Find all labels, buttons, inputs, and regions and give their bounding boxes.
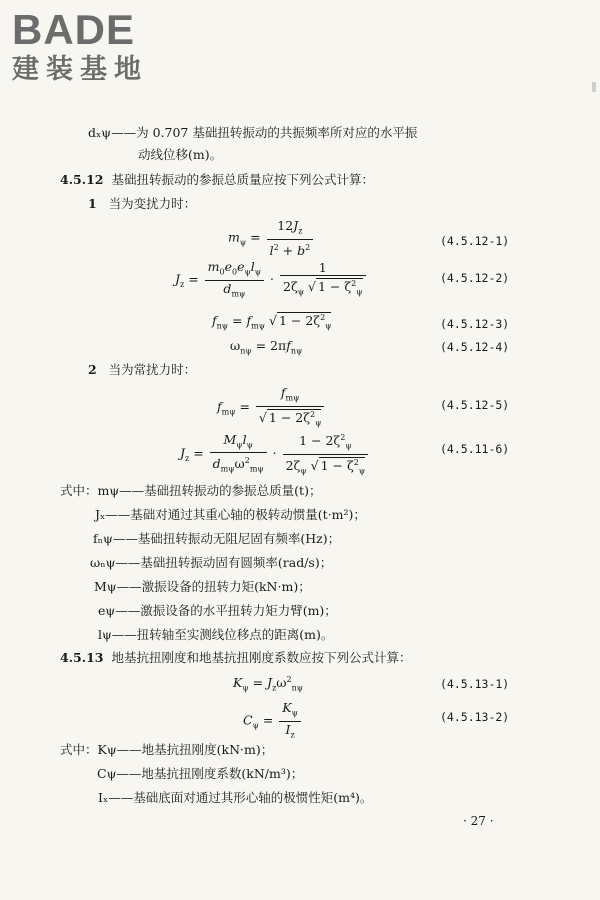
eq-number: (4.5.13-2) [440,710,510,724]
logo-text-cn: 建装基地 [12,54,148,85]
item-1 [88,196,196,212]
eq-number: (4.5.12-5) [440,398,510,412]
definition-line: ωₙψ——基础扭转振动固有圆频率(rad/s)； [90,555,333,570]
section-4-5-12-heading [60,172,374,188]
equation-4-5-12-4: $\omega_{n\psi} = 2\pi f_{n\psi}$ [230,338,303,356]
intro-line-1: dₓψ——为 0.707 基础扭转振动的共振频率所对应的水平振 [88,125,418,140]
definition-line: eψ——激振设备的水平扭转力矩力臂(m)； [98,603,337,618]
definition-line: Cψ——地基抗扭刚度系数(kN/m³)； [97,766,304,781]
section-text: 基础扭转振动的参振总质量应按下列公式计算： [111,172,374,187]
section-text: 地基抗扭刚度和地基抗扭刚度系数应按下列公式计算： [111,650,412,665]
eq-number: (4.5.12-4) [440,340,510,354]
equation-4-5-12-5: $f_{m\psi}$ = $\frac{f_{m\psi}}{√ 1 - 2\zeta^2_\psi}$ [217,385,326,430]
equation-4-5-13-2: $C_\psi$ = $\frac{K_\psi}{I_z}$ [243,700,303,742]
definition-line: lψ——扭转轴至实测线位移点的距离(m)。 [98,627,334,642]
definition-text: Kψ——地基抗扭刚度(kN·m)； [97,742,274,757]
definition-line [60,483,321,499]
equation-4-5-12-3: $f_{n\psi} = f_{m\psi}$ √ $1 - 2\zeta^2_\psi$ [212,313,332,331]
eq-number: (4.5.11-6) [440,442,510,456]
item-2 [88,362,196,378]
equation-4-5-11-6: $J_z$ = $\frac{M_\psi l_\psi}{d_{m\psi}\omega^2_{m\psi}}$ · $\frac{1 - 2\zeta^2_\psi}{2\zeta_\psi √ 1 - \zeta^2_\psi}$ [180,430,370,478]
definition-line: Jₓ——基础对通过其重心轴的极转动惯量(t·m²)； [95,507,366,522]
item-number: 1 [88,196,97,211]
section-4-5-13-heading [60,650,411,666]
definition-line: Mψ——激振设备的扭转力矩(kN·m)； [94,579,311,594]
logo [12,8,148,86]
definitions-prefix: 式中： [60,483,98,498]
eq-number: (4.5.12-1) [440,234,510,248]
eq-number: (4.5.13-1) [440,677,510,691]
equation-4-5-12-2: $J_z$ = $\frac{m_0e_0e_\psi l_\psi}{d_{m\psi}}$ · $\frac{1}{2\zeta_\psi √ 1 - \zeta^2_\psi}$ [175,259,368,301]
definitions-prefix: 式中： [60,742,98,757]
item-text: 当为常扰力时： [108,362,197,377]
item-number: 2 [88,362,97,377]
equation-4-5-12-1: $m_\psi$ = $\frac{12J_z}{l^2 + b^2}$ [228,218,315,258]
definition-line: Iₓ——基础底面对通过其形心轴的极惯性矩(m⁴)。 [98,790,373,805]
definition-line: fₙψ——基础扭转振动无阻尼固有频率(Hz)； [93,531,341,546]
logo-text-en: BADE [12,6,136,53]
definition-line [60,742,273,758]
eq-number: (4.5.12-2) [440,271,510,285]
section-number: 4.5.13 [60,650,104,665]
section-number: 4.5.12 [60,172,104,187]
item-text: 当为变扰力时： [108,196,197,211]
eq-number: (4.5.12-3) [440,317,510,331]
definition-text: mψ——基础扭转振动的参振总质量(t)； [97,483,322,498]
intro-line-2: 动线位移(m)。 [138,147,223,162]
page-number: · 27 · [463,814,494,828]
scan-edge-mark [592,82,596,92]
equation-4-5-13-1: $K_\psi = J_z\omega^2_{n\psi}$ [233,675,304,693]
